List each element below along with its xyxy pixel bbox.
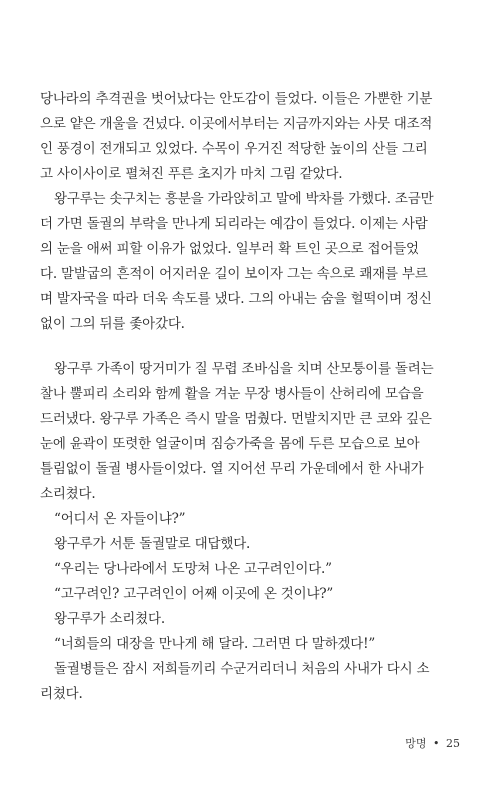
text-line: 며 발자국을 따라 더욱 속도를 냈다. 그의 아내는 숨을 헐떡이며 정신	[40, 291, 432, 307]
text-line: 고 사이사이로 펼쳐진 푸른 초지가 마치 그림 같았다.	[40, 166, 343, 182]
text-line: 리쳤다.	[40, 686, 83, 702]
text-line: 의 눈을 애써 피할 이유가 없었다. 일부러 확 트인 곳으로 접어들었	[40, 241, 419, 257]
text-line: 으로 얕은 개울을 건넜다. 이곳에서부터는 지금까지와는 사뭇 대조적	[40, 116, 433, 132]
footer-separator: •	[433, 737, 440, 750]
dialogue-line: “너희들의 대장을 만나게 해 달라. 그러면 다 말하겠다!”	[54, 636, 376, 652]
text-line: 왕구루가 서툰 돌궐말로 대답했다.	[54, 536, 251, 552]
text-line: 찰나 뿔피리 소리와 함께 활을 겨눈 무장 병사들이 산허리에 모습을	[40, 386, 424, 402]
dialogue-line: “우리는 당나라에서 도망쳐 나온 고구려인이다.”	[54, 561, 332, 577]
dialogue-line: “어디서 온 자들이냐?”	[54, 511, 186, 527]
text-line: 틀림없이 돌궐 병사들이었다. 열 지어선 무리 가운데에서 한 사내가	[40, 461, 424, 477]
text-line: 돌궐병들은 잠시 저희들끼리 수군거리더니 처음의 사내가 다시 소	[54, 661, 430, 677]
text-line: 당나라의 추격권을 벗어났다는 안도감이 들었다. 이들은 가뿐한 기분	[40, 91, 433, 107]
text-line: 없이 그의 뒤를 좇아갔다.	[40, 316, 185, 332]
text-line: 소리쳤다.	[40, 486, 96, 502]
text-line: 드러냈다. 왕구루 가족은 즉시 말을 멈췄다. 먼발치지만 큰 코와 깊은	[40, 411, 432, 427]
text-line: 왕구루는 솟구치는 흥분을 가라앉히고 말에 박차를 가했다. 조금만	[54, 191, 434, 207]
running-title: 망명	[405, 737, 427, 750]
text-line: 왕구루 가족이 땅거미가 질 무렵 조바심을 치며 산모퉁이를 돌려는	[54, 361, 434, 377]
text-line: 눈에 윤곽이 또렷한 얼굴이며 짐승가죽을 몸에 두른 모습으로 보아	[40, 436, 420, 452]
page-footer	[405, 735, 460, 751]
text-line: 더 가면 돌궐의 부락을 만나게 되리라는 예감이 들었다. 이제는 사람	[40, 216, 428, 232]
dialogue-line: “고구려인? 고구려인이 어째 이곳에 온 것이냐?”	[54, 586, 334, 602]
text-line: 다. 말발굽의 흔적이 어지러운 길이 보이자 그는 속으로 쾌재를 부르	[40, 266, 428, 282]
page-number: 25	[446, 737, 460, 750]
text-line: 인 풍경이 전개되고 있었다. 수목이 우거진 적당한 높이의 산들 그리	[40, 141, 428, 157]
text-line: 왕구루가 소리쳤다.	[54, 611, 165, 627]
